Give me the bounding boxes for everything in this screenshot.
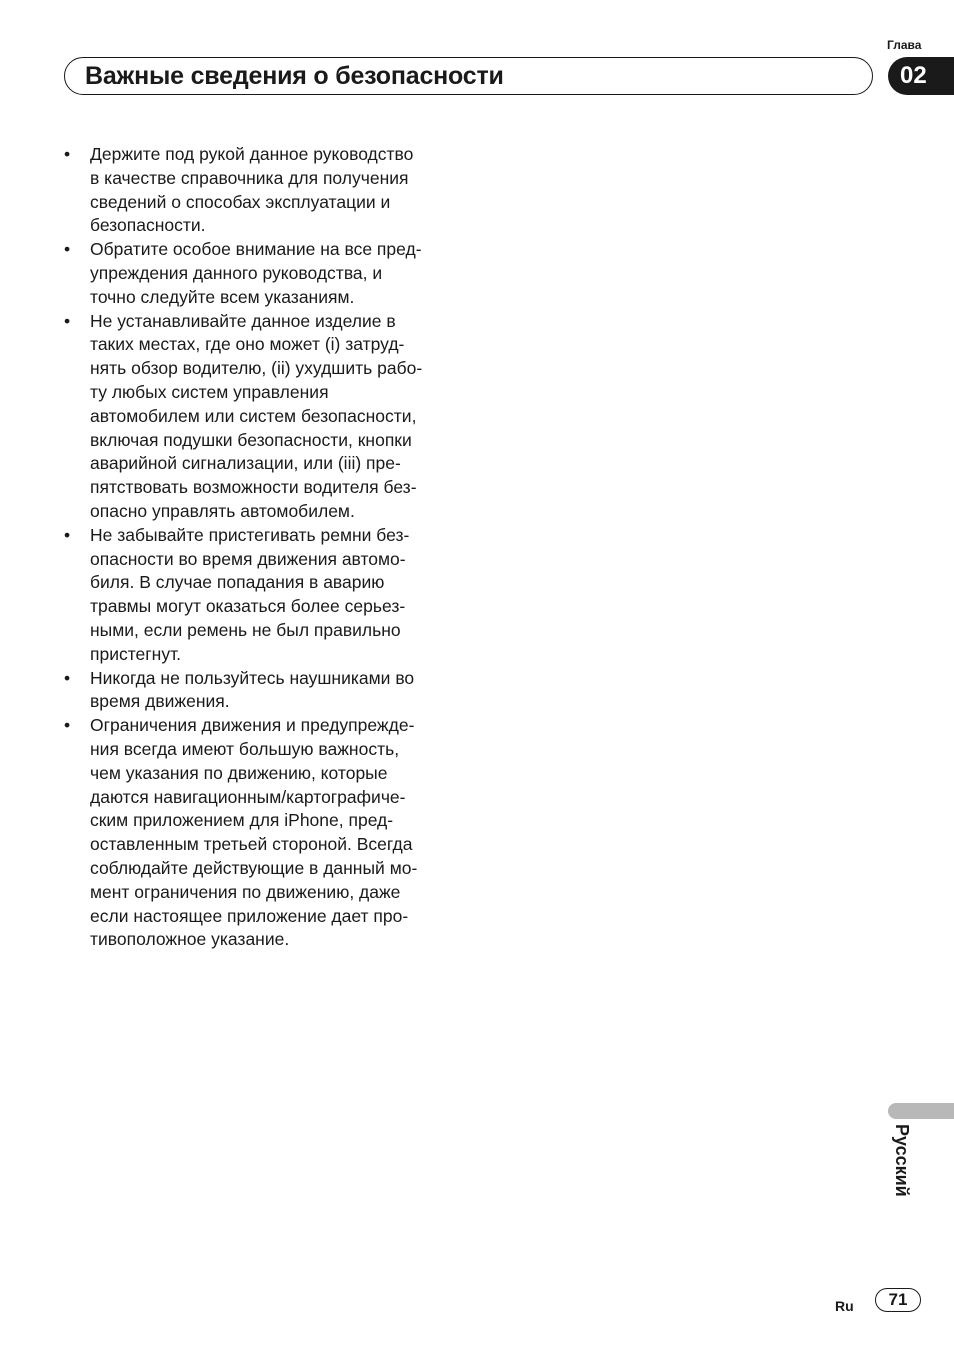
bullet-text-line: Никогда не пользуйтесь наушниками во <box>90 667 415 688</box>
bullet-text-line: если настоящее приложение дает про- <box>90 905 409 926</box>
language-label: Русский <box>892 1124 912 1197</box>
bullet-text-line: автомобилем или систем безопасности, <box>90 405 417 426</box>
bullet-text-line: ским приложением для iPhone, пред- <box>90 810 394 831</box>
bullet-text-line: Не устанавливайте данное изделие в <box>90 310 396 331</box>
bullet-text-line: биля. В случае попадания в аварию <box>90 572 385 593</box>
chapter-tab <box>888 57 954 95</box>
bullet-text-line: оставленным третьей стороной. Всегда <box>90 834 413 855</box>
list-item <box>64 310 464 524</box>
bullet-text-line: Не забывайте пристегивать ремни без- <box>90 524 410 545</box>
bullet-text-line: опасно управлять автомобилем. <box>90 500 355 521</box>
bullet-icon: • <box>64 667 71 688</box>
bullet-text-line: Обратите особое внимание на все пред- <box>90 239 422 260</box>
bullet-text-line: таких местах, где оно может (i) затруд- <box>90 334 405 355</box>
bullet-text-line: пристегнут. <box>90 643 182 664</box>
bullet-text-line: пятствовать возможности водителя без- <box>90 477 417 498</box>
language-tab <box>888 1103 954 1119</box>
bullet-text-line: Ограничения движения и предупрежде- <box>90 715 415 736</box>
bullet-text-line: опасности во время движения автомо- <box>90 548 406 569</box>
safety-bullet-list <box>64 143 464 952</box>
chapter-number: 02 <box>900 62 927 89</box>
bullet-text-line: упреждения данного руководства, и <box>90 262 383 283</box>
bullet-text-line: ными, если ремень не был правильно <box>90 619 401 640</box>
bullet-text-line: точно следуйте всем указаниям. <box>90 286 355 307</box>
bullet-icon: • <box>64 239 71 260</box>
bullet-text-line: аварийной сигнализации, или (iii) пре- <box>90 453 401 474</box>
list-item <box>64 524 464 667</box>
bullet-text-line: ния всегда имеют большую важность, <box>90 738 400 759</box>
bullet-text-line: травмы могут оказаться более серьез- <box>90 596 406 617</box>
bullet-text-line: в качестве справочника для получения <box>90 167 409 188</box>
page-number: 71 <box>875 1288 921 1312</box>
list-item <box>64 238 464 309</box>
bullet-text-line: мент ограничения по движению, даже <box>90 881 401 902</box>
bullet-icon: • <box>64 310 71 331</box>
bullet-text-line: Держите под рукой данное руководство <box>90 144 414 164</box>
bullet-icon: • <box>64 144 71 164</box>
bullet-text-line: даются навигационным/картографиче- <box>90 786 406 807</box>
list-item <box>64 143 464 238</box>
list-item <box>64 667 464 715</box>
page-title: Важные сведения о безопасности <box>85 62 504 90</box>
section-header <box>64 57 873 95</box>
bullet-text-line: чем указания по движению, которые <box>90 762 388 783</box>
bullet-text-line: безопасности. <box>90 215 206 236</box>
bullet-text-line: включая подушки безопасности, кнопки <box>90 429 412 450</box>
bullet-icon: • <box>64 524 71 545</box>
bullet-text-line: ту любых систем управления <box>90 381 329 402</box>
chapter-label: Глава <box>887 38 922 52</box>
bullet-icon: • <box>64 715 71 736</box>
bullet-text-line: время движения. <box>90 691 230 712</box>
bullet-text-line: нять обзор водителю, (ii) ухудшить рабо- <box>90 358 423 379</box>
language-code: Ru <box>835 1298 854 1314</box>
bullet-text-line: тивоположное указание. <box>90 929 290 950</box>
bullet-text-line: соблюдайте действующие в данный мо- <box>90 857 418 878</box>
list-item <box>64 714 464 952</box>
bullet-text-line: сведений о способах эксплуатации и <box>90 191 391 212</box>
